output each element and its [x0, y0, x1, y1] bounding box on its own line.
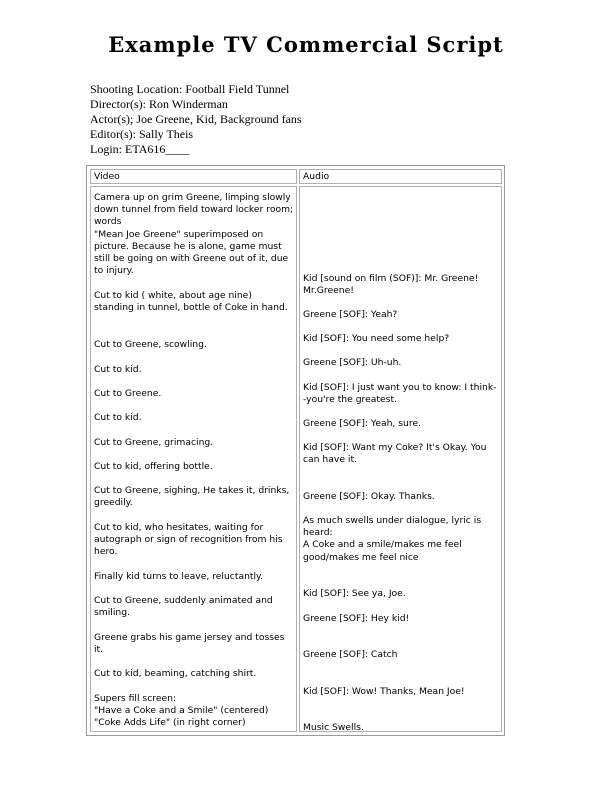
- video-column-header: Video: [90, 169, 297, 184]
- video-column: [90, 186, 297, 732]
- audio-line: Kid [SOF]: Wow! Thanks, Mean Joe!: [303, 686, 465, 697]
- video-cue: Finally kid turns to leave, reluctantly.: [94, 571, 264, 582]
- video-cue: Supers fill screen: "Have a Coke and a Smile" (centered) "Coke Adds Life" (in right corner): [94, 693, 269, 729]
- video-cue: Cut to Greene, scowling.: [94, 339, 207, 350]
- login: Login: ETA616____: [90, 142, 190, 156]
- script-metadata: [90, 82, 302, 157]
- audio-line: Kid [SOF]: See ya, Joe.: [303, 588, 406, 599]
- video-cue: Camera up on grim Greene, limping slowly down tunnel from field toward locker room; words "Mean Joe Greene" superimposed on picture. Because he is alone, game must still be going on with Greene out of it, due to injury.: [94, 192, 294, 277]
- video-cue: Cut to kid ( white, about age nine) standing in tunnel, bottle of Coke in hand.: [94, 290, 288, 314]
- audio-line: Greene [SOF]: Uh-uh.: [303, 357, 402, 368]
- audio-line: Greene [SOF]: Yeah?: [303, 309, 398, 320]
- actors: Actor(s); Joe Greene, Kid, Background fans: [90, 112, 302, 126]
- video-cue: Cut to kid.: [94, 364, 142, 375]
- audio-line: Kid [SOF]: You need some help?: [303, 333, 450, 344]
- page-title: Example TV Commercial Script: [108, 32, 504, 57]
- audio-line: Greene [SOF]: Yeah, sure.: [303, 418, 422, 429]
- video-cue: Cut to Greene, sighing, He takes it, drinks, greedily.: [94, 485, 290, 509]
- audio-line: Kid [SOF]: I just want you to know: I think--you're the greatest.: [303, 382, 497, 406]
- video-cue: Cut to Greene, grimacing.: [94, 437, 214, 448]
- audio-line: Kid [SOF]: Want my Coke? It's Okay. You can have it.: [303, 442, 487, 466]
- video-cue: Cut to Greene.: [94, 388, 162, 399]
- audio-line: Greene [SOF]: Catch: [303, 649, 398, 660]
- video-cue: Cut to Greene, suddenly animated and smiling.: [94, 595, 273, 619]
- shooting-location: Shooting Location: Football Field Tunnel: [90, 82, 290, 96]
- video-cue: Cut to kid, offering bottle.: [94, 461, 213, 472]
- audio-line: Greene [SOF]: Okay. Thanks.: [303, 491, 435, 502]
- audio-line: Greene [SOF]: Hey kid!: [303, 613, 410, 624]
- script-table: [86, 165, 505, 736]
- audio-column: [299, 186, 502, 732]
- video-cue: Greene grabs his game jersey and tosses it.: [94, 632, 285, 656]
- editors: Editor(s): Sally Theis: [90, 127, 194, 141]
- video-cue: Cut to kid, beaming, catching shirt.: [94, 668, 257, 679]
- video-cue: Cut to kid.: [94, 412, 142, 423]
- directors: Director(s): Ron Winderman: [90, 97, 228, 111]
- audio-line: As much swells under dialogue, lyric is heard: A Coke and a smile/makes me feel good/makes me feel nice: [303, 515, 482, 563]
- audio-column-header: Audio: [299, 169, 502, 184]
- audio-line: Music Swells.: [303, 722, 364, 733]
- audio-line: Kid [sound on film (SOF)]: Mr. Greene! Mr.Greene!: [303, 273, 479, 297]
- video-cue: Cut to kid, who hesitates, waiting for autograph or sign of recognition from his hero.: [94, 522, 283, 558]
